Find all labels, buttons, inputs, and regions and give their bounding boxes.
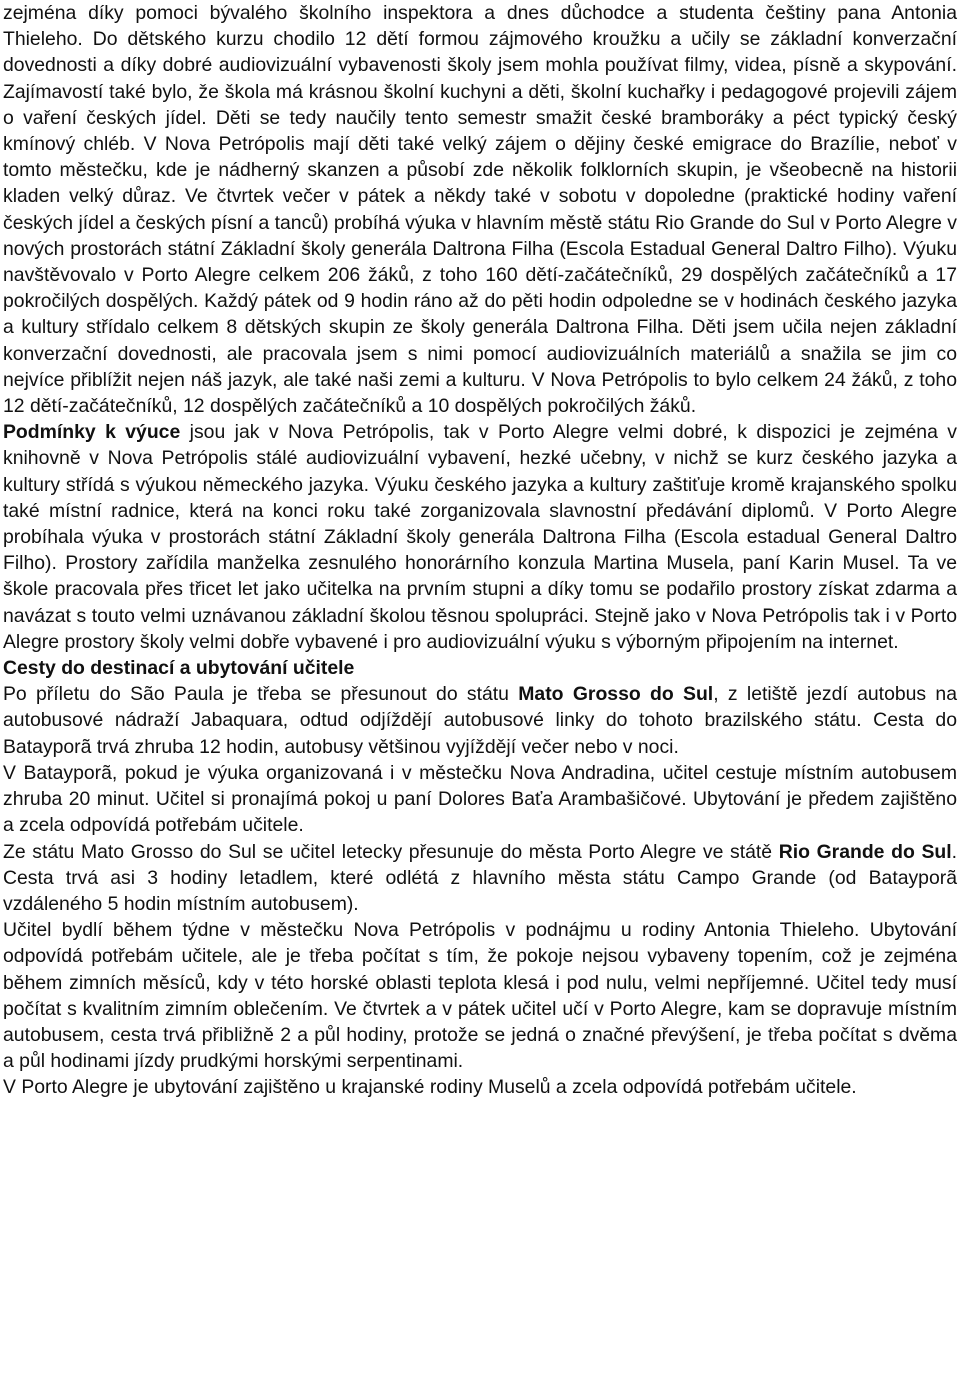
state-name-bold: Rio Grande do Sul (778, 840, 952, 863)
paragraph-text: V Batayporã, pokud je výuka organizovaná i v městečku Nova Andradina, učitel cestuje místním autobusem zhruba 20 minut. Učitel si pronajímá pokoj u paní Dolores Baťa Arambašičové. Ubytování je předem zajištěno a zcela odpovídá potřebám učitele. (3, 761, 957, 837)
paragraph-text: . Cesta trvá asi 3 hodiny letadlem, které odlétá z hlavního města státu Campo Grande (od Batayporã vzdáleného 5 hodin místním autobusem). (3, 840, 958, 915)
paragraph-arrival (3, 681, 957, 760)
paragraph-text: Po příletu do São Paula je třeba se přesunout do státu (3, 683, 519, 706)
paragraph-text: zejména díky pomoci bývalého školního inspektora a dnes důchodce a studenta češtiny pana Antonia Thieleho. Do dětského kurzu chodilo 12 dětí formou zájmového kroužku a učily se základní konverzační dovednosti a díky dobré audiovizuální vybavenosti školy jsem mohla používat filmy, videa, písně a skypování. Zajímavostí také bylo, že škola má krásnou školní kuchyni a děti, školní kuchařky i pedagogové projevili zájem o vaření českých jídel. Děti se tedy naučily tento semestr smažit české bramboráky a péct typický český kmínový chléb. V Nova Petrópolis mají děti také velký zájem o dějiny české emigrace do Brazílie, neboť v tomto městečku, kde je nádherný skanzen a působí zde několik folklorních skupin, je všeobecně na historii kladen velký důraz. Ve čtvrtek večer v pátek a někdy také v sobotu v dopoledne (praktické hodiny vaření českých jídel a českých písní a tanců) probíhá výuka v hlavním městě státu Rio Grande do Sul v Porto Alegre v nových prostorách státní Základní školy generála Daltrona Filha (Escola Estadual General Daltro Filho). Výuku navštěvovalo v Porto Alegre celkem 206 žáků, z toho 160 dětí-začátečníků, 29 dospělých začátečníků a 17 pokročilých dospělých. Každý pátek od 9 hodin ráno až do pěti hodin odpoledne se v hodinách českého jazyka a kultury střídalo celkem 8 dětských skupin ze školy generála Daltrona Filha. Děti jsem učila nejen základní konverzační dovednosti, ale pracovala jsem s nimi pomocí audiovizuálních materiálů a snažila se jim co nejvíce přiblížit nejen náš jazyk, ale také naši zemi a kulturu. V Nova Petrópolis to bylo celkem 24 žáků, z toho 12 dětí-začátečníků, 12 dospělých začátečníků a 10 dospělých pokročilých žáků. (3, 2, 957, 418)
paragraph-bataypora (3, 760, 957, 839)
paragraph-nova-petropolis-housing (3, 917, 957, 1074)
paragraph-text: Učitel bydlí během týdne v městečku Nova Petrópolis v podnájmu u rodiny Antonia Thieleho. Ubytování odpovídá potřebám učitele, ale je třeba počítat s tím, že pokoje nejsou vybaveny topením, což je zejména během zimních měsíců, kdy v této horské oblasti teplota klesá i pod nulu, velmi nepříjemné. Učitel tedy musí počítat s kvalitním zimním oblečením. Ve čtvrtek a v pátek učitel učí v Porto Alegre, kam se dopravuje místním autobusem, cesta trvá přibližně 2 a půl hodiny, protože se jedná o značné převýšení, je třeba počítat s dvěma a půl hodinami jízdy prudkými horskými serpentinami. (3, 919, 957, 1073)
paragraph-teaching-conditions (3, 419, 957, 655)
paragraph-text: V Porto Alegre je ubytování zajištěno u krajanské rodiny Muselů a zcela odpovídá potřebám učitele. (3, 1076, 857, 1099)
state-name-bold: Mato Grosso do Sul (518, 683, 714, 706)
section-heading: Cesty do destinací a ubytování učitele (3, 657, 355, 680)
paragraph-text: Ze státu Mato Grosso do Sul se učitel letecky přesunuje do města Porto Alegre ve státě (3, 840, 779, 863)
paragraph-flight (3, 839, 957, 918)
paragraph-teaching-report (3, 0, 957, 419)
paragraph-porto-alegre-housing (3, 1074, 957, 1100)
paragraph-text: , z letiště jezdí autobus na autobusové nádraží Jabaquara, odtud odjíždějí autobusové linky do tohoto brazilského státu. Cesta do Batayporã trvá zhruba 12 hodin, autobusy většinou vyjíždějí večer nebo v noci. (3, 683, 957, 758)
paragraph-text: jsou jak v Nova Petrópolis, tak v Porto Alegre velmi dobré, k dispozici je zejména v knihovně v Nova Petrópolis stálé audiovizuální vybavení, hezké učebny, v nichž se kurz českého jazyka a kultury střídá s výukou německého jazyka. Výuku českého jazyka a kultury zaštiťuje kromě krajanského spolku také místní radnice, která na konci roku také zorganizovala slavnostní předávání diplomů. V Porto Alegre probíhala výuka v prostorách státní Základní školy generála Daltrona Filha (Escola estadual General Daltro Filho). Prostory zařídila manželka zesnulého honorárního konzula Martina Musela, paní Karin Musel. Ta ve škole pracovala přes třicet let jako učitelka na prvním stupni a díky tomu se podařilo prostory získat zdarma a navázat s touto velmi uznávanou základní školou těsnou spolupráci. Stejně jako v Nova Petrópolis tak i v Porto Alegre prostory školy velmi dobře vybavené i pro audiovizuální výuku s výborným připojením na internet. (3, 421, 957, 653)
paragraph-lead-bold: Podmínky k výuce (3, 421, 181, 444)
